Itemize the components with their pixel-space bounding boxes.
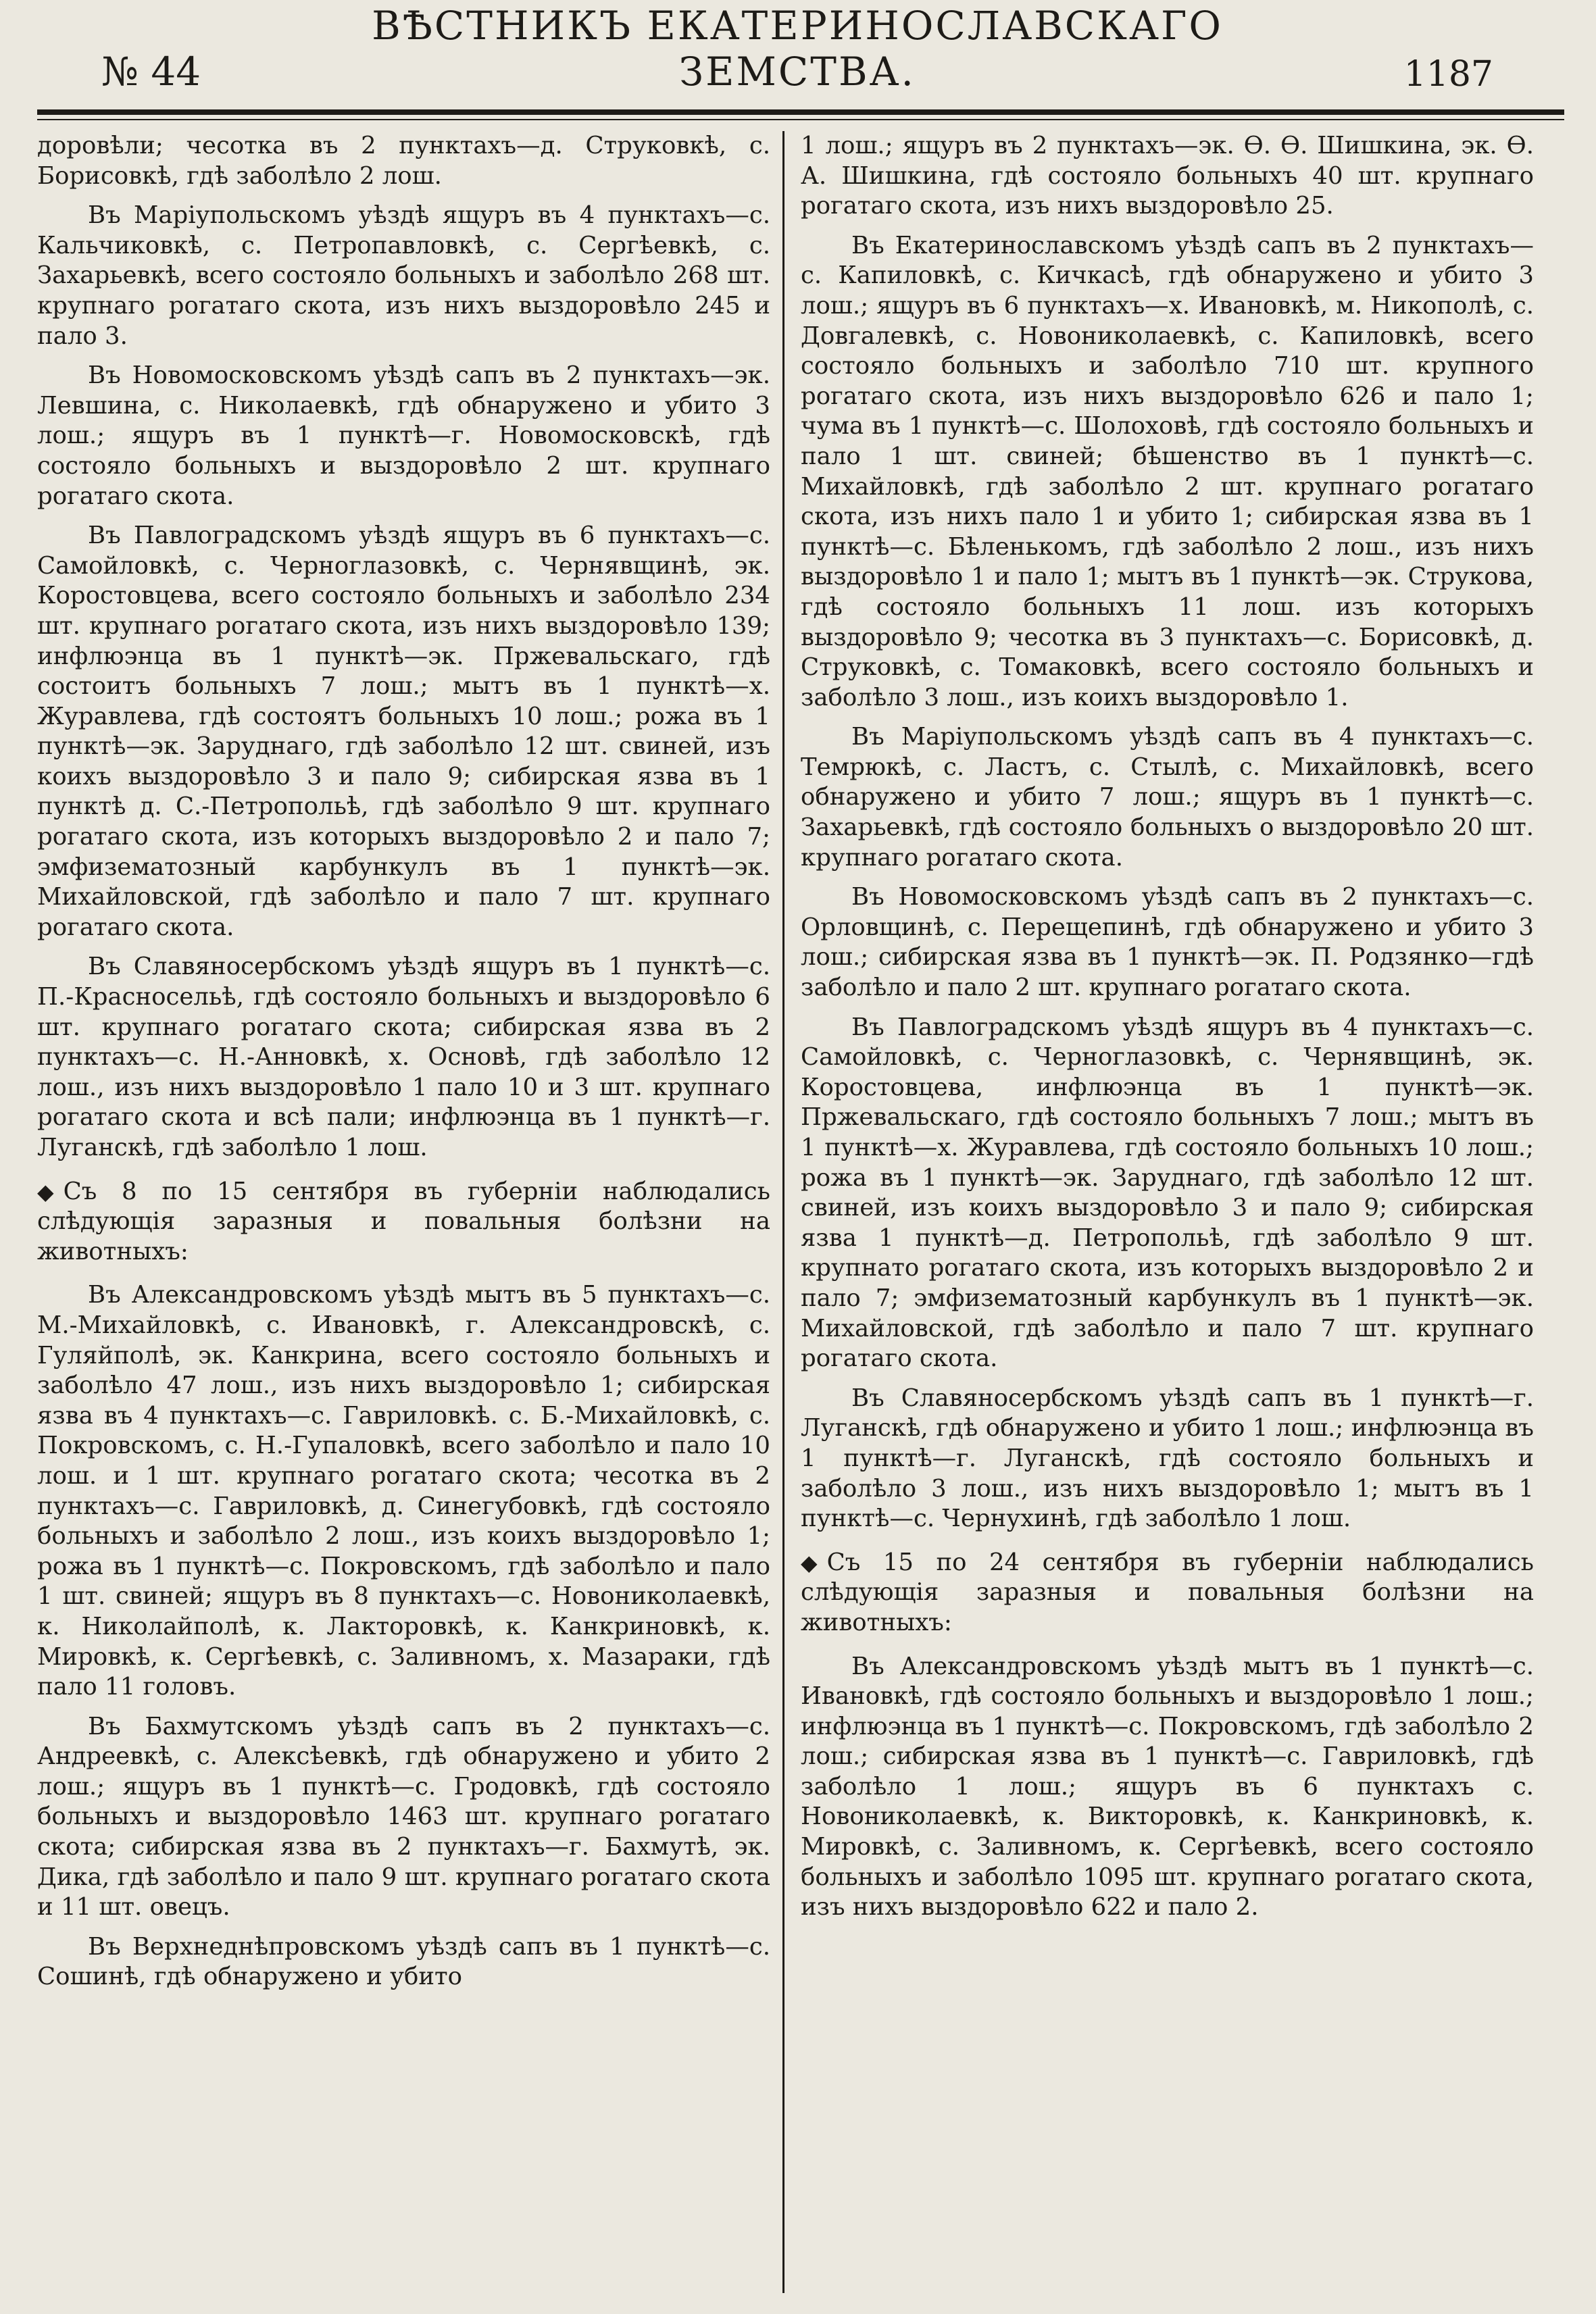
paragraph: Въ Новомосковскомъ уѣздѣ сапъ въ 2 пунктахъ—эк. Левшина, с. Николаевкѣ, гдѣ обнаружено и убито 3 лош.; ящуръ въ 1 пунктѣ—г. Новомосковскѣ, гдѣ состояло больныхъ и выздоровѣло 2 шт. крупнаго рогатаго скота. xyxy=(37,361,770,510)
diamond-marker-icon: ◆ xyxy=(801,1549,818,1576)
paragraph: Въ Славяносербскомъ уѣздѣ сапъ въ 1 пунктѣ—г. Луганскѣ, гдѣ обнаружено и убито 1 лош.; инфлюэнца въ 1 пунктѣ—г. Луганскѣ, гдѣ состояло больныхъ и заболѣло 3 лош., изъ нихъ выздоровѣло 1; мытъ въ 1 пунктѣ—с. Чернухинѣ, гдѣ заболѣло 1 лош. xyxy=(801,1384,1534,1533)
paragraph: Въ Верхнеднѣпровскомъ уѣздѣ сапъ въ 1 пунктѣ—с. Сошинѣ, гдѣ обнаружено и убито xyxy=(37,1932,770,1991)
paragraph: Въ Екатеринославскомъ уѣздѣ сапъ въ 2 пунктахъ—с. Капиловкѣ, с. Кичкасѣ, гдѣ обнаружено и убито 3 лош.; ящуръ въ 6 пунктахъ—х. Ивановкѣ, м. Никополѣ, с. Довгалевкѣ, с. Новониколаевкѣ, с. Капиловкѣ, всего состояло больныхъ и заболѣло 710 шт. крупного рогатаго скота, изъ нихъ выздоровѣло 626 и пало 1; чума въ 1 пунктѣ—с. Шолоховѣ, гдѣ состояло больныхъ и пало 1 шт. свиней; бѣшенство въ 1 пунктѣ—с. Михайловкѣ, гдѣ заболѣло 2 шт. крупнаго рогатаго скота, изъ нихъ пало 1 и убито 1; сибирская язва въ 1 пунктѣ—с. Бѣленькомъ, гдѣ заболѣло 2 лош., изъ нихъ выздоровѣло 1 и пало 1; мытъ въ 1 пунктѣ—эк. Струкова, гдѣ состояло больныхъ 11 лош. изъ которыхъ выздоровѣло 9; чесотка въ 3 пунктахъ—с. Борисовкѣ, д. Струковкѣ, с. Томаковкѣ, всего состояло больныхъ и заболѣло 3 лош., изъ коихъ выздоровѣло 1. xyxy=(801,231,1534,711)
diamond-marker-icon: ◆ xyxy=(37,1178,54,1205)
paragraph: Въ Славяносербскомъ уѣздѣ ящуръ въ 1 пунктѣ—с. П.-Красносельѣ, гдѣ состояло больныхъ и выздоровѣло 6 шт. крупнаго рогатаго скота; сибирская язва въ 2 пунктахъ—с. Н.-Анновкѣ, х. Основѣ, гдѣ заболѣло 12 лош., изъ нихъ выздоровѣло 1 пало 10 и 3 шт. крупнаго рогатаго скота и всѣ пали; инфлюэнца въ 1 пунктѣ—г. Луганскѣ, гдѣ заболѣло 1 лош. xyxy=(37,953,770,1161)
paragraph: Въ Бахмутскомъ уѣздѣ сапъ въ 2 пунктахъ—с. Андреевкѣ, с. Алексѣевкѣ, гдѣ обнаружено и убито 2 лош.; ящуръ въ 1 пунктѣ—с. Гродовкѣ, гдѣ состояло больныхъ и выздоровѣло 1463 шт. крупнаго рогатаго скота; сибирская язва въ 2 пунктахъ—г. Бахмутѣ, эк. Дика, гдѣ заболѣло и пало 9 шт. крупнаго рогатаго скота и 11 шт. овецъ. xyxy=(37,1712,770,1921)
paragraph: Въ Александровскомъ уѣздѣ мытъ въ 1 пунктѣ—с. Ивановкѣ, гдѣ состояло больныхъ и выздоровѣло 1 лош.; инфлюэнца въ 1 пунктѣ—с. Покровскомъ, гдѣ заболѣло 2 лош.; сибирская язва въ 1 пунктѣ—с. Гавриловкѣ, гдѣ заболѣло 1 лош.; ящуръ въ 6 пунктахъ с. Новониколаевкѣ, к. Викторовкѣ, к. Канкриновкѣ, к. Мировкѣ, с. Заливномъ, к. Сергѣевкѣ, всего состояло больныхъ и заболѣло 1095 шт. крупнаго рогатаго скота, изъ нихъ выздоровѣло 622 и пало 2. xyxy=(801,1652,1534,1921)
left-column xyxy=(37,131,770,2303)
paragraph: Въ Павлоградскомъ уѣздѣ ящуръ въ 4 пунктахъ—с. Самойловкѣ, с. Черноглазовкѣ, с. Чернявщинѣ, эк. Коростовцева, инфлюэнца въ 1 пунктѣ—эк. Пржевальскаго, гдѣ состояло больныхъ 7 лош.; мытъ въ 1 пунктѣ—х. Журавлева, гдѣ состояло больныхъ 10 лош.; рожа въ 1 пунктѣ—эк. Заруднаго, гдѣ заболѣло 12 шт. свиней, изъ коихъ выздоровѣло 3 и пало 9; сибирская язва 1 пунктѣ—д. Петропольѣ, гдѣ заболѣло 9 шт. крупнато рогатаго скота, изъ которыхъ выздоровѣло 2 и пало 7; эмфизематозный карбункулъ въ 1 пунктѣ—эк. Михайловской, гдѣ заболѣло и пало 7 шт. крупнаго рогатаго скота. xyxy=(801,1013,1534,1373)
paragraph: Въ Маріупольскомъ уѣздѣ ящуръ въ 4 пунктахъ—с. Кальчиковкѣ, с. Петропавловкѣ, с. Сергѣевкѣ, с. Захарьевкѣ, всего состояло больныхъ и заболѣло 268 шт. крупнаго рогатаго скота, изъ нихъ выздоровѣло 245 и пало 3. xyxy=(37,201,770,350)
section-intro xyxy=(37,1177,770,1267)
section-intro-text: Съ 8 по 15 сентября въ губерніи наблюдались слѣдующія заразныя и повальныя болѣзни на животныхъ: xyxy=(37,1177,770,1265)
section-intro-text: Съ 15 по 24 сентября въ губерніи наблюдались слѣдующія заразныя и повальныя болѣзни на животныхъ: xyxy=(801,1548,1534,1636)
page-header xyxy=(101,3,1493,95)
paragraph: Въ Маріупольскомъ уѣздѣ сапъ въ 4 пунктахъ—с. Темрюкѣ, с. Ластъ, с. Стылѣ, с. Михайловкѣ, всего обнаружено и убито 7 лош.; ящуръ въ 1 пунктѣ—с. Захарьевкѣ, гдѣ состояло больныхъ о выздоровѣло 20 шт. крупнаго рогатаго скота. xyxy=(801,723,1534,872)
paragraph: 1 лош.; ящуръ въ 2 пунктахъ—эк. Ѳ. Ѳ. Шишкина, эк. Ѳ. А. Шишкина, гдѣ состояло больныхъ 40 шт. крупнаго рогатаго скота, изъ нихъ выздоровѣло 25. xyxy=(801,132,1534,220)
right-column xyxy=(801,131,1534,2303)
header-rule-thin xyxy=(37,119,1564,120)
section-intro xyxy=(801,1548,1534,1638)
paragraph: доровѣли; чесотка въ 2 пунктахъ—д. Струковкѣ, с. Борисовкѣ, гдѣ заболѣло 2 лош. xyxy=(37,132,770,190)
paragraph: Въ Александровскомъ уѣздѣ мытъ въ 5 пунктахъ—с. М.-Михайловкѣ, с. Ивановкѣ, г. Александровскѣ, с. Гуляйполѣ, эк. Канкрина, всего состояло больныхъ и заболѣло 47 лош., изъ нихъ выздоровѣло 1; сибирская язва въ 4 пунктахъ—с. Гавриловкѣ. с. Б.-Михайловкѣ, с. Покровскомъ, с. Н.-Гупаловкѣ, всего заболѣло и пало 10 лош. и 1 шт. крупнаго рогатаго скота; чесотка въ 2 пунктахъ—с. Гавриловкѣ, д. Синегубовкѣ, гдѣ состояло больныхъ и заболѣло 2 лош., изъ коихъ выздоровѣло 1; рожа въ 1 пунктѣ—с. Покровскомъ, гдѣ заболѣло и пало 1 шт. свиней; ящуръ въ 8 пунктахъ—с. Новониколаевкѣ, к. Николайполѣ, к. Лакторовкѣ, к. Канкриновкѣ, к. Мировкѣ, к. Сергѣевкѣ, с. Заливномъ, х. Мазараки, гдѣ пало 11 головъ. xyxy=(37,1281,770,1701)
page-number: 1187 xyxy=(1403,54,1493,95)
journal-title: ВѢСТНИКЪ ЕКАТЕРИНОСЛАВСКАГО ЗЕМСТВА. xyxy=(372,3,1223,95)
column-divider xyxy=(782,131,784,2293)
paragraph: Въ Новомосковскомъ уѣздѣ сапъ въ 2 пунктахъ—с. Орловщинѣ, с. Перещепинѣ, гдѣ обнаружено и убито 3 лош.; сибирская язва въ 1 пунктѣ—эк. П. Родзянко—гдѣ заболѣло и пало 2 шт. крупнаго рогатаго скота. xyxy=(801,883,1534,1002)
header-rule-thick xyxy=(37,109,1564,115)
paragraph: Въ Павлоградскомъ уѣздѣ ящуръ въ 6 пунктахъ—с. Самойловкѣ, с. Черноглазовкѣ, с. Чернявщинѣ, эк. Коростовцева, всего состояло больныхъ и заболѣло 234 шт. крупнаго рогатаго скота, изъ нихъ выздоровѣло 139; инфлюэнца въ 1 пунктѣ—эк. Пржевальскаго, гдѣ состоитъ больныхъ 7 лош.; мытъ въ 1 пунктѣ—х. Журавлева, гдѣ состоятъ больныхъ 10 лош.; рожа въ 1 пунктѣ—эк. Заруднаго, гдѣ заболѣло 12 шт. свиней, изъ коихъ выздоровѣло 3 и пало 9; сибирская язва въ 1 пунктѣ д. С.-Петропольѣ, гдѣ заболѣло 9 шт. крупнаго рогатаго скота, изъ которыхъ выздоровѣло 2 и пало 7; эмфизематозный карбункулъ въ 1 пунктѣ—эк. Михайловской, гдѣ заболѣло и пало 7 шт. крупнаго рогатаго скота. xyxy=(37,522,770,941)
issue-number: № 44 xyxy=(101,49,201,95)
